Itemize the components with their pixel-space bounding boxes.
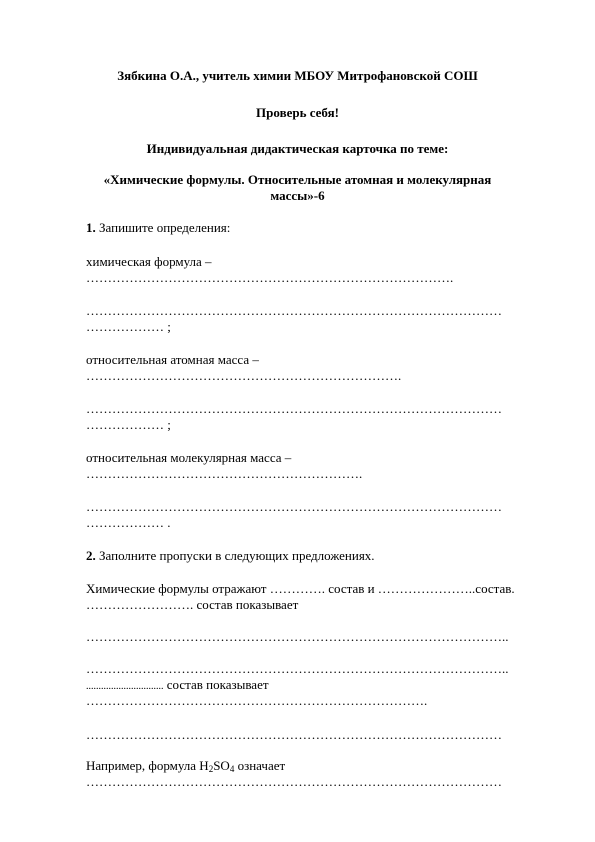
answer-blank[interactable]: ………………………………………………………………. bbox=[86, 368, 402, 383]
answer-blank[interactable]: ……………… ; bbox=[86, 417, 171, 432]
task2-sentence-2[interactable]: ……………………. состав показывает bbox=[86, 597, 299, 612]
answer-blank[interactable]: ………………………………………………………. bbox=[86, 466, 363, 481]
answer-blank[interactable]: …………………………………………………………………………………… bbox=[86, 499, 502, 514]
answer-blank[interactable]: ……………… ; bbox=[86, 319, 171, 334]
example-mid: SO bbox=[213, 758, 230, 773]
task1-number: 1. bbox=[86, 220, 96, 235]
answer-blank[interactable]: …………………………………………………………………………………… bbox=[86, 401, 502, 416]
card-title: Индивидуальная дидактическая карточка по теме: bbox=[146, 141, 449, 156]
topic-line-2: массы»-6 bbox=[270, 188, 325, 203]
check-yourself-heading: Проверь себя! bbox=[256, 105, 339, 120]
example-prefix: Например, формула H bbox=[86, 758, 209, 773]
task2-prompt bbox=[86, 548, 375, 564]
answer-blank[interactable]: ……………… . bbox=[86, 515, 171, 530]
term-relative-molecular-mass: относительная молекулярная масса – bbox=[86, 450, 292, 465]
task2-text: Заполните пропуски в следующих предложениях. bbox=[95, 548, 375, 563]
subscript-4: 4 bbox=[229, 764, 235, 774]
term-relative-atomic-mass: относительная атомная масса – bbox=[86, 352, 259, 367]
answer-blank[interactable]: …………………………………………………………………………………… bbox=[86, 303, 502, 318]
example-formula-line bbox=[86, 758, 285, 774]
answer-blank[interactable]: …………………………………………………………………………………….. bbox=[86, 629, 509, 644]
task2-sentence-1[interactable]: Химические формулы отражают …………. состав и …………………..состав. bbox=[86, 581, 515, 596]
answer-blank[interactable]: …………………………………………………………………………. bbox=[86, 270, 454, 285]
example-suffix: означает bbox=[234, 758, 286, 773]
task1-text: Запишите определения: bbox=[95, 220, 231, 235]
subscript-2: 2 bbox=[208, 764, 214, 774]
author-line: Зябкина О.А., учитель химии МБОУ Митрофановской СОШ bbox=[117, 68, 478, 83]
answer-blank[interactable]: …………………………………………………………………………………….. bbox=[86, 661, 509, 676]
term-chemical-formula: химическая формула – bbox=[86, 254, 212, 269]
blank-dots[interactable]: ............................... bbox=[86, 681, 164, 692]
topic-line-1: «Химические формулы. Относительные атомная и молекулярная bbox=[103, 172, 492, 187]
answer-blank[interactable]: ……………………………………………………………………. bbox=[86, 693, 428, 708]
task2-number: 2. bbox=[86, 548, 96, 563]
shows-text: состав показывает bbox=[163, 677, 269, 692]
task1-prompt bbox=[86, 220, 230, 236]
answer-blank[interactable]: …………………………………………………………………………………… bbox=[86, 774, 502, 789]
answer-blank[interactable]: …………………………………………………………………………………… bbox=[86, 727, 502, 742]
